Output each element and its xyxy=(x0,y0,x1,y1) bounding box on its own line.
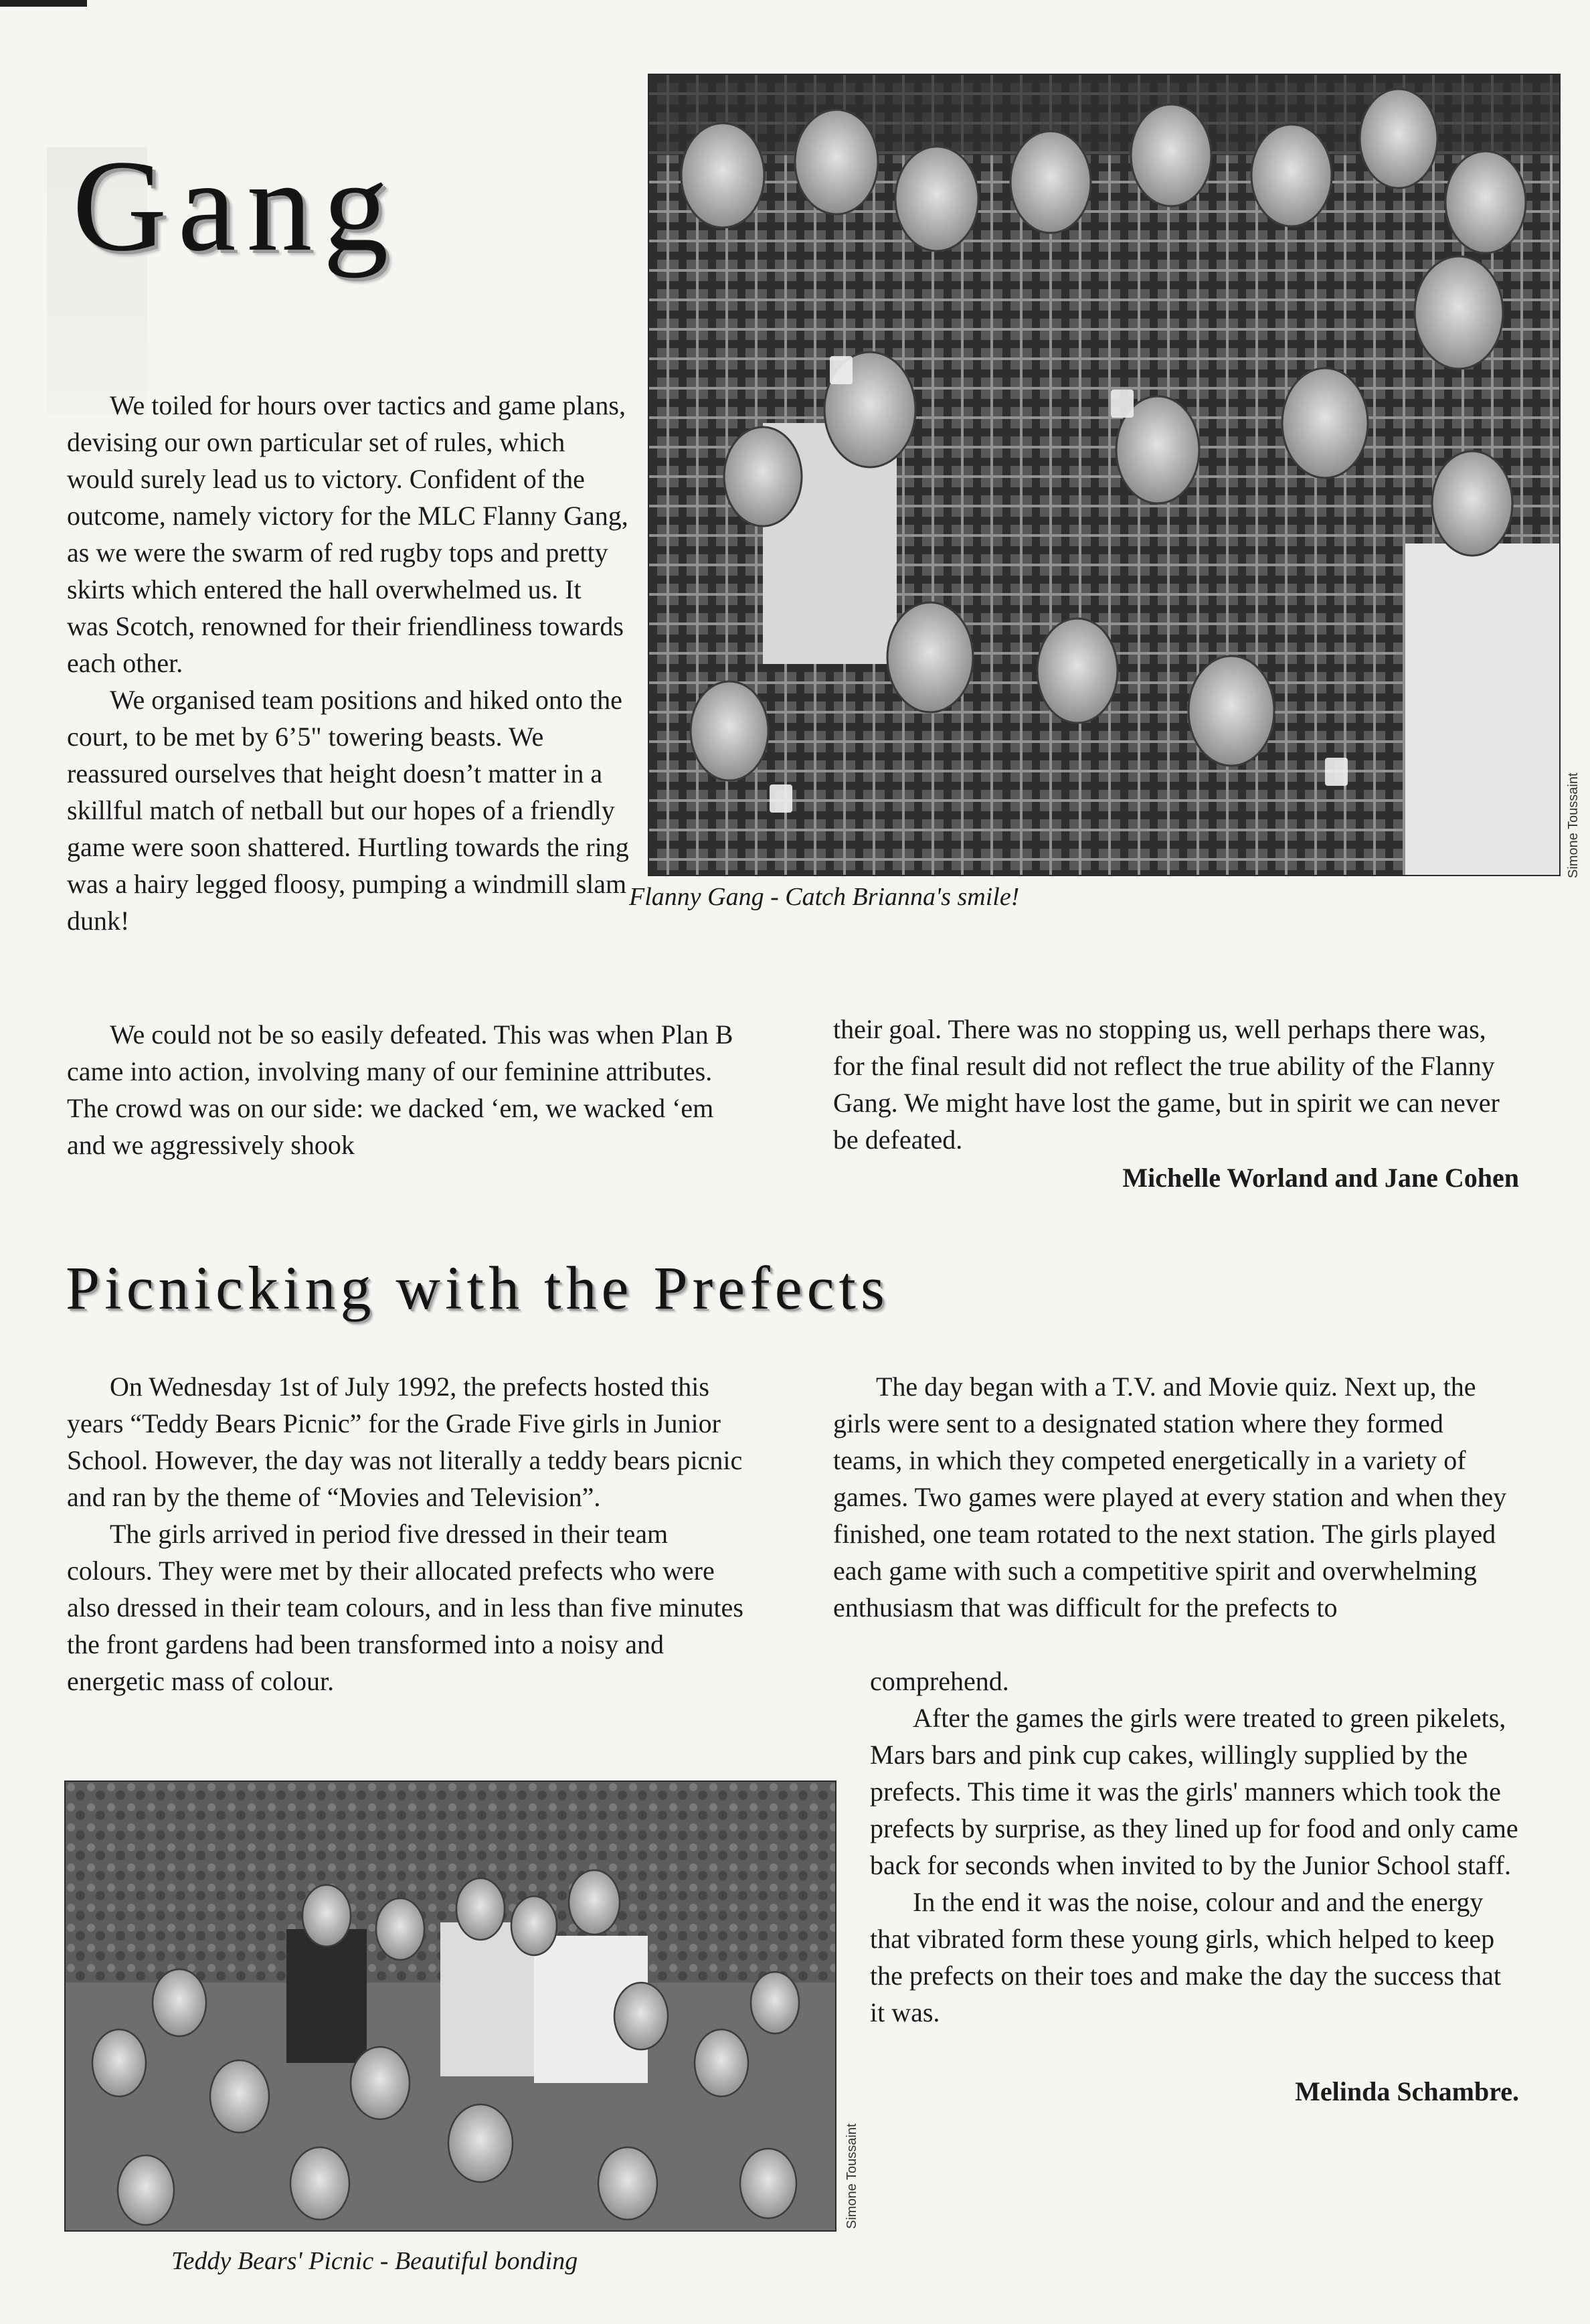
gang-intro-column xyxy=(67,387,629,939)
teddy-bears-picnic-photo-art xyxy=(66,1782,835,2230)
flanny-gang-photo xyxy=(648,74,1561,876)
gang-paragraph-2: We organised team positions and hiked onto the court, to be met by 6’5" towering beasts. We reassured ourselves that height doesn’t matter in a skillful match of netball but our hopes of a friendly game were soon shattered. Hurtling towards the ring was a hairy legged floosy, pumping a windmill slam dunk! xyxy=(67,685,629,936)
picnic-title: Picnicking with the Prefects xyxy=(66,1254,889,1322)
picnic-paragraph-2: The girls arrived in period five dressed in their team colours. They were met by their allocated prefects who were also dressed in their team colours, and in less than five minutes the front gardens had been transformed into a noisy and energetic mass of colour. xyxy=(67,1519,743,1696)
picnic-paragraph-3: The day began with a T.V. and Movie quiz. Next up, the girls were sent to a designated station where they formed teams, in which they competed energetically in a variety of games. Two games were played at every station and when they finished, one team rotated to the next station. The girls played each game with such a competitive spirit and overwhelming enthusiasm that was difficult for the prefects to xyxy=(833,1372,1507,1623)
picnic-right-column-lower xyxy=(870,1663,1519,2031)
gang-continued-right xyxy=(833,1011,1519,1158)
gang-paragraph-1: We toiled for hours over tactics and game plans, devising our own particular set of rules, which would surely lead us to victory. Confident of the outcome, namely victory for the MLC Flanny Gang, as we were the swarm of red rugby tops and pretty skirts which entered the hall overwhelmed us. It was Scotch, renowned for their friendliness towards each other. xyxy=(67,390,628,678)
gang-continued-left xyxy=(67,1016,743,1163)
picnic-photo-caption: Teddy Bears' Picnic - Beautiful bonding xyxy=(171,2247,578,2275)
flanny-gang-photo-art xyxy=(649,75,1559,875)
picnic-right-column-upper xyxy=(833,1368,1519,1626)
gang-paragraph-3: We could not be so easily defeated. This was when Plan B came into action, involving many of our feminine attributes. The crowd was on our side: we dacked ‘em, we wacked ‘em and we aggressively shook xyxy=(67,1019,733,1160)
picnic-photo-credit: Simone Toussaint xyxy=(845,2123,859,2229)
gang-author: Michelle Worland and Jane Cohen xyxy=(1122,1163,1519,1193)
teddy-bears-picnic-photo xyxy=(64,1780,836,2232)
picnic-left-column xyxy=(67,1368,749,1699)
gang-photo-credit: Simone Toussaint xyxy=(1566,772,1581,878)
picnic-author: Melinda Schambre. xyxy=(1295,2076,1519,2106)
picnic-paragraph-5: In the end it was the noise, colour and and the energy that vibrated form these young girls, which helped to keep the prefects on their toes and make the day the success that it was. xyxy=(870,1887,1501,2027)
picnic-paragraph-3-end: comprehend. xyxy=(870,1666,1009,1696)
gang-photo-caption: Flanny Gang - Catch Brianna's smile! xyxy=(629,883,1020,911)
picnic-paragraph-4: After the games the girls were treated to green pikelets, Mars bars and pink cup cakes, willingly supplied by the prefects. This time it was the girls' manners which took the prefects by surprise, as they lined up for food and only came back for seconds when invited to by the Junior School staff. xyxy=(870,1703,1518,1880)
gang-paragraph-3-end: their goal. There was no stopping us, well perhaps there was, for the final result did not reflect the true ability of the Flanny Gang. We might have lost the game, but in spirit we can never be defeated. xyxy=(833,1014,1500,1155)
page-corner-mark xyxy=(0,0,87,7)
gang-title: Gang xyxy=(72,133,400,278)
picnic-paragraph-1: On Wednesday 1st of July 1992, the prefects hosted this years “Teddy Bears Picnic” for the Grade Five girls in Junior School. However, the day was not literally a teddy bears picnic and ran by the theme of “Movies and Television”. xyxy=(67,1372,743,1512)
